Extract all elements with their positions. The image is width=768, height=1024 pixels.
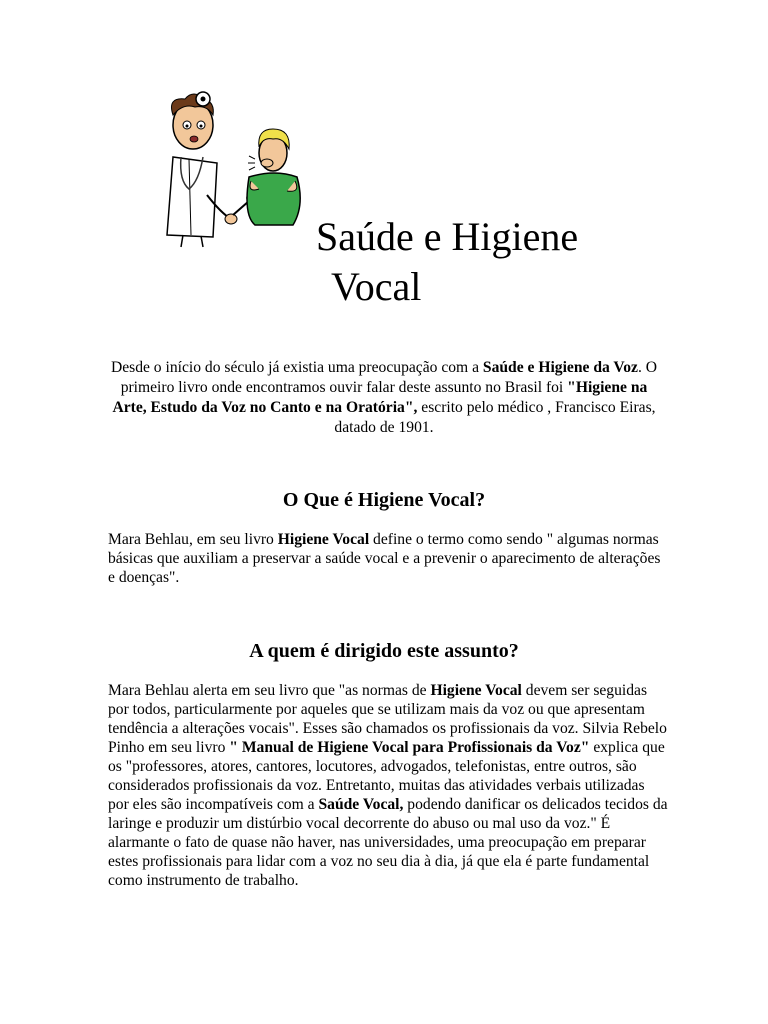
- intro-paragraph: [108, 358, 660, 438]
- section-2-heading: A quem é dirigido este assunto?: [249, 640, 519, 662]
- section-2-bold-1: Higiene Vocal: [430, 682, 522, 699]
- page-title: [316, 212, 578, 312]
- section-1-bold-1: Higiene Vocal: [277, 531, 370, 548]
- section-2-text-2: devem ser seguidas por todos, particularmente por aqueles que se utilizam mais da voz ou que apresentam tendência a alterações vocais". Esses são chamados os profissionais da voz. Silvia Rebelo Pinho em seu livro: [108, 682, 667, 756]
- section-2-text-4: podendo danificar os delicados tecidos da laringe e produzir um distúrbio vocal decorrente do abuso ou mal uso da voz." É alarmante o fato de quase não haver, nas universidades, uma preocupação em preparar estes profissionais para lidar com a voz no seu dia à dia, já que ela é parte fundamental como instrumento de trabalho.: [108, 796, 668, 889]
- section-2-paragraph: [108, 681, 668, 890]
- section-2-bold-2: " Manual de Higiene Vocal para Profissionais da Voz": [229, 739, 590, 756]
- section-1-text-1: Mara Behlau, em seu livro: [108, 531, 278, 548]
- section-1-paragraph: [108, 530, 668, 587]
- doctor-patient-illustration: [155, 85, 305, 255]
- intro-bold-2: "Higiene na Arte, Estudo da Voz no Canto e na Oratória",: [112, 379, 648, 416]
- doctor-icon: [167, 92, 257, 247]
- intro-text-2: . O primeiro livro onde encontramos ouvir falar deste assunto no Brasil foi: [120, 359, 658, 396]
- intro-text-1: Desde o início do século já existia uma preocupação com a: [110, 359, 483, 376]
- section-2-bold-3: Saúde Vocal,: [318, 796, 404, 813]
- section-1-heading: O Que é Higiene Vocal?: [282, 489, 486, 511]
- section-1-text-2: define o termo como sendo " algumas normas básicas que auxiliam a preservar a saúde vocal e a prevenir o aparecimento de alterações e doenças".: [108, 531, 661, 586]
- intro-bold-1: Saúde e Higiene da Voz: [482, 359, 638, 376]
- intro-text-3: escrito pelo médico , Francisco Eiras, datado de 1901.: [334, 399, 656, 436]
- title-line-1: Saúde e Higiene: [316, 214, 579, 259]
- title-line-2: Vocal: [331, 264, 422, 309]
- patient-icon: [247, 129, 300, 225]
- section-2-text-3: explica que os "professores, atores, cantores, locutores, advogados, telefonistas, entre outros, são considerados profissionais da voz. Entretanto, muitas das atividades verbais utilizadas por eles são incompatíveis com a: [108, 739, 665, 813]
- section-2-text-1: Mara Behlau alerta em seu livro que "as normas de: [108, 682, 431, 699]
